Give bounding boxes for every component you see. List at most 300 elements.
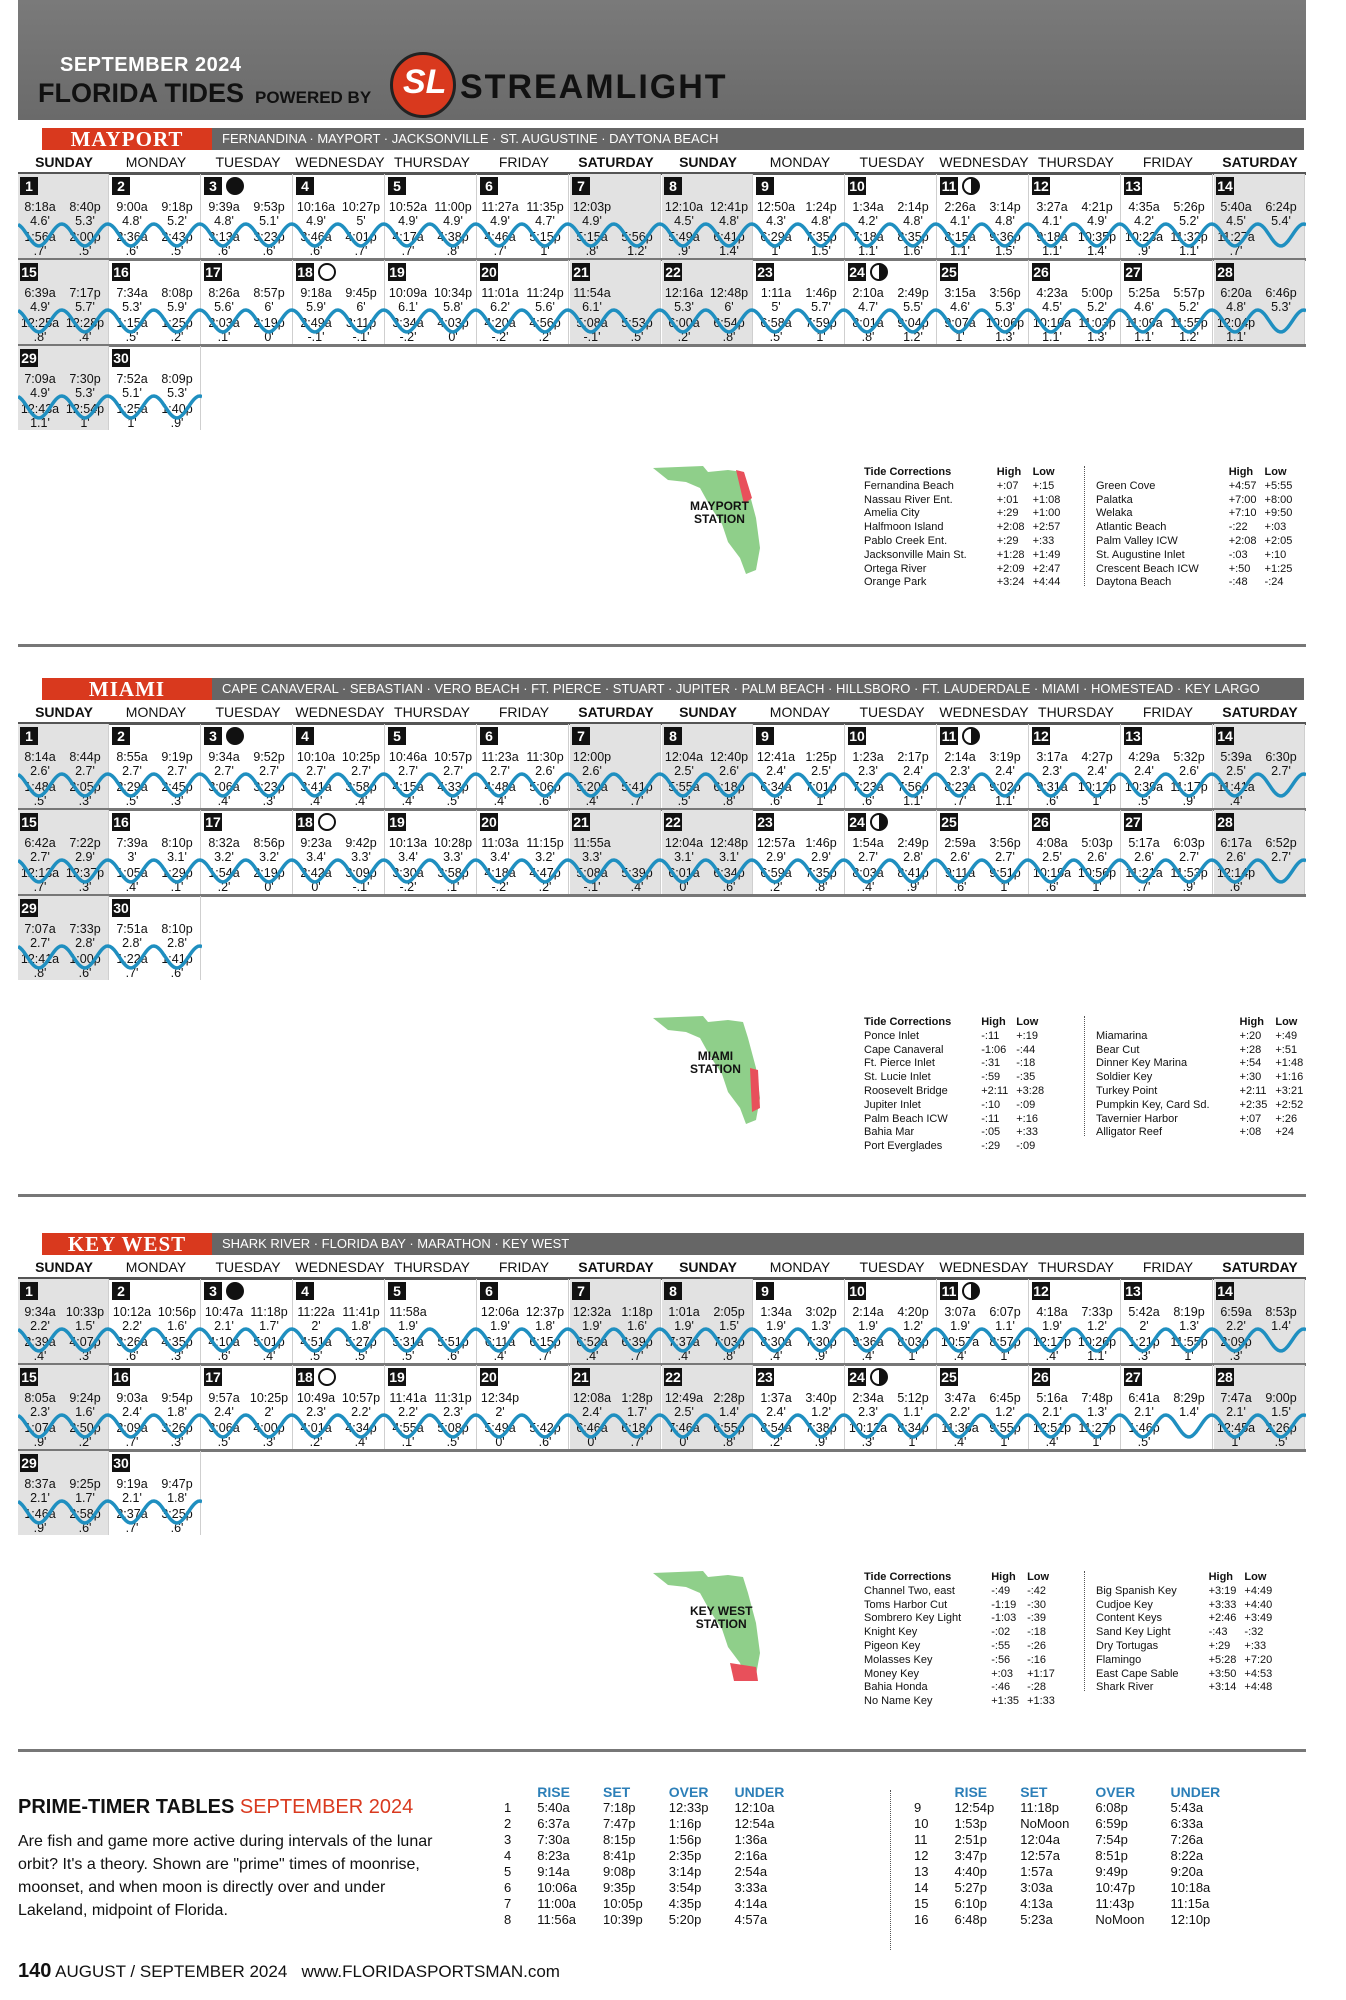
prime-day: 14 <box>914 1880 929 1895</box>
new-moon-icon <box>226 727 244 745</box>
high-tide-time: 12:04a 2.5' <box>664 750 704 778</box>
location-name: Palatka <box>1096 493 1133 506</box>
low-tide-time: 3:06a .4' <box>208 780 240 808</box>
low-tide-time: 4:35p .3' <box>161 1335 193 1363</box>
corrections-row <box>864 1030 1052 1044</box>
station-cities: SHARK RIVER · FLORIDA BAY · MARATHON · KEY WEST <box>222 1236 570 1251</box>
high-correction: -:55 <box>991 1639 1011 1652</box>
prime-table-row <box>910 1800 1224 1816</box>
high-tide-time: 3:14p 4.8' <box>989 200 1021 228</box>
station-name: KEY WEST <box>42 1233 212 1255</box>
prime-column-heading: OVER <box>668 1784 709 1800</box>
low-tide-time: 2:58p .6' <box>69 1507 101 1535</box>
day-name: TUESDAY <box>859 704 925 720</box>
high-tide-time: 5:17a 2.6' <box>1128 836 1160 864</box>
prime-table-row <box>500 1912 788 1928</box>
prime-time: 8:51p <box>1095 1848 1128 1863</box>
low-tide-time: 7:18a 1.1' <box>852 230 884 258</box>
corrections-row <box>864 563 1068 577</box>
day-number: 7 <box>572 727 590 745</box>
high-correction: +2:08 <box>996 521 1025 534</box>
day-number: 3 <box>204 1282 222 1300</box>
wave-path <box>18 774 1306 796</box>
corrections-row <box>1096 1585 1280 1599</box>
high-tide-time: 4:29a 2.4' <box>1128 750 1160 778</box>
high-correction: +3:19 <box>1208 1584 1237 1597</box>
high-correction: +2:08 <box>1228 534 1257 547</box>
low-correction: +:33 <box>1016 1126 1038 1139</box>
high-tide-time: 3:56p 5.3' <box>989 286 1021 314</box>
low-correction: +2:47 <box>1032 562 1061 575</box>
corrections-header <box>1096 1016 1311 1030</box>
prime-day: 15 <box>914 1896 929 1911</box>
wave-path <box>18 310 1306 332</box>
prime-time: 7:30a <box>537 1832 570 1847</box>
day-name-bar <box>18 152 1306 175</box>
high-correction: -:46 <box>991 1681 1011 1694</box>
high-correction: +2:11 <box>1239 1084 1267 1097</box>
day-number: 11 <box>941 178 957 194</box>
high-tide-time: 8:56p 3.2' <box>253 836 285 864</box>
low-tide-time: 4:38p .8' <box>437 230 469 258</box>
corrections-row <box>1096 535 1300 549</box>
day-number: 7 <box>572 177 590 195</box>
prime-table-row <box>910 1864 1224 1880</box>
high-tide-time: 6:24p 5.4' <box>1265 200 1297 228</box>
low-correction: -:18 <box>1027 1626 1047 1639</box>
prime-time: 7:54p <box>1095 1832 1128 1847</box>
low-tide-time: 7:30p .9' <box>805 1335 837 1363</box>
high-tide-time: 3:07a 1.9' <box>944 1305 976 1333</box>
low-tide-time: 11:17p .9' <box>1170 780 1208 808</box>
prime-time: 12:57a <box>1020 1848 1060 1863</box>
high-tide-time: 5:42a 2' <box>1128 1305 1160 1333</box>
high-tide-time: 7:30p 5.3' <box>69 372 101 400</box>
high-tide-time: 5:12p 1.1' <box>897 1391 929 1419</box>
high-tide-time: 3:02p 1.3' <box>805 1305 837 1333</box>
high-tide-time: 11:03a 3.4' <box>481 836 519 864</box>
location-name: Atlantic Beach <box>1096 521 1167 534</box>
high-tide-time: 6:03p 2.7' <box>1173 836 1205 864</box>
low-tide-time: 7:59p 1' <box>805 316 837 344</box>
prime-table-row <box>500 1896 788 1912</box>
page-header <box>18 0 1306 120</box>
high-tide-time: 11:55a 3.3' <box>573 836 611 864</box>
day-number: 6 <box>480 1282 498 1300</box>
low-tide-time: 1:29p .1' <box>161 866 193 894</box>
high-tide-time: 7:51a 2.8' <box>116 922 148 950</box>
day-number: 8 <box>664 1282 682 1300</box>
week-row <box>18 1279 1306 1363</box>
location-name: Dinner Key Marina <box>1096 1057 1188 1070</box>
high-correction: -:59 <box>981 1071 1001 1084</box>
low-correction: -:09 <box>1016 1140 1036 1153</box>
low-tide-time: 6:58a .5' <box>760 316 792 344</box>
high-correction: -:22 <box>1228 521 1248 534</box>
corrections-row <box>864 494 1068 508</box>
low-tide-time: 6:52a .4' <box>576 1335 608 1363</box>
low-tide-time: 1:00p .6' <box>69 952 101 980</box>
high-tide-time: 6:20a 4.8' <box>1220 286 1252 314</box>
low-tide-time: 2:00p .5' <box>69 230 101 258</box>
low-tide-time: 12:14p .6' <box>1216 866 1256 894</box>
low-tide-time: 6:39p .7' <box>621 1335 653 1363</box>
prime-column-heading: SET <box>1020 1784 1048 1800</box>
corrections-heading: Low <box>1244 1571 1267 1583</box>
prime-time: 5:40a <box>537 1800 570 1815</box>
high-tide-time: 12:00p 2.6' <box>572 750 612 778</box>
high-tide-time: 2:17p 2.4' <box>897 750 929 778</box>
low-tide-time: 3:23p .3' <box>253 780 285 808</box>
high-tide-time: 3:40p 1.2' <box>805 1391 837 1419</box>
low-correction: -:28 <box>1027 1681 1047 1694</box>
low-tide-time: 6:00a .2' <box>668 316 700 344</box>
corrections-header <box>864 1016 1052 1030</box>
day-number: 3 <box>204 177 222 195</box>
full-moon-icon <box>318 1368 336 1386</box>
high-tide-time: 8:57p 6' <box>253 286 285 314</box>
high-tide-time: 1:46p 2.9' <box>805 836 837 864</box>
day-number: 24 <box>849 264 865 280</box>
low-tide-time: 5:20a .4' <box>576 780 608 808</box>
prime-time: 8:15p <box>603 1832 636 1847</box>
high-tide-time: 10:34p 5.8' <box>433 286 473 314</box>
prime-time: 1:57a <box>1020 1864 1053 1879</box>
day-number: 28 <box>1217 814 1233 830</box>
high-correction: -:31 <box>981 1057 1001 1070</box>
location-name: Pigeon Key <box>864 1639 921 1652</box>
quarter-moon-icon <box>962 1282 980 1300</box>
low-tide-time: 11:53p .9' <box>1170 866 1208 894</box>
prime-time: 11:15a <box>1170 1896 1210 1911</box>
corrections-heading: High <box>991 1571 1016 1583</box>
low-tide-time: 1:46a .9' <box>24 1507 56 1535</box>
corrections-row <box>864 507 1068 521</box>
day-name: FRIDAY <box>1142 1259 1194 1275</box>
corrections-header <box>1096 466 1300 480</box>
low-tide-time: 2:50p .2' <box>69 1421 101 1449</box>
full-moon-icon <box>318 263 336 281</box>
prime-time: 5:27p <box>954 1880 988 1895</box>
day-number: 8 <box>664 177 682 195</box>
low-tide-time: 2:29a .5' <box>116 780 148 808</box>
corrections-row <box>864 576 1068 590</box>
low-tide-time: 2:19p 0' <box>253 866 285 894</box>
corrections-row <box>864 1626 1063 1640</box>
day-number: 17 <box>205 264 221 280</box>
corrections-heading <box>1096 466 1229 480</box>
page-number: 140 <box>18 1960 52 1982</box>
prime-time: 12:54p <box>954 1800 995 1815</box>
high-tide-time: 9:53p 5.1' <box>253 200 285 228</box>
low-tide-time: 11:41a .4' <box>1217 780 1255 808</box>
corrections-row <box>1096 1044 1311 1058</box>
corrections-row <box>1096 1668 1280 1682</box>
high-tide-time: 9:18a 5.9' <box>300 286 332 314</box>
corrections-divider <box>1084 1571 1086 1691</box>
low-tide-time: 12:41a .8' <box>20 952 60 980</box>
high-correction: -:02 <box>991 1626 1011 1639</box>
low-tide-time: 10:35p 1.4' <box>1077 230 1117 258</box>
corrections-row <box>864 1113 1052 1127</box>
prime-month: SEPTEMBER 2024 <box>239 1796 414 1818</box>
day-number: 20 <box>481 1369 497 1385</box>
low-tide-time: 2:42a 0' <box>300 866 332 894</box>
day-name: WEDNESDAY <box>939 1259 1029 1275</box>
powered-by: POWERED BY <box>255 88 372 107</box>
high-tide-time: 12:32a 1.9' <box>572 1305 612 1333</box>
high-tide-time: 10:09a 6.1' <box>388 286 428 314</box>
low-tide-time: 5:49a .9' <box>668 230 700 258</box>
day-number: 24 <box>849 814 865 830</box>
low-tide-time: 8:41p .9' <box>897 866 929 894</box>
corrections-heading: Low <box>1264 466 1287 478</box>
low-tide-time: 4:20a -.2' <box>484 316 516 344</box>
corrections-header <box>864 466 1068 480</box>
high-tide-time: 12:41p 4.8' <box>709 200 749 228</box>
wave-path <box>18 1329 1306 1351</box>
day-name: WEDNESDAY <box>295 1259 385 1275</box>
day-name: THURSDAY <box>394 704 470 720</box>
low-tide-time: 7:56p 1.1' <box>897 780 929 808</box>
tide-section-mayport <box>18 128 1306 650</box>
tide-wave-curve <box>18 1325 1306 1355</box>
location-name: Ft. Pierce Inlet <box>864 1057 935 1070</box>
high-tide-time: 12:08a 2.4' <box>572 1391 612 1419</box>
tide-wave-curve <box>18 1411 1306 1441</box>
high-tide-time: 1:01a 1.9' <box>668 1305 700 1333</box>
day-name-bar <box>18 702 1306 725</box>
day-name: WEDNESDAY <box>939 154 1029 170</box>
corrections-row <box>1096 1099 1311 1113</box>
prime-table-row <box>500 1880 788 1896</box>
low-tide-time: 5:41p .7' <box>621 780 653 808</box>
day-number: 12 <box>1033 178 1049 194</box>
corrections-row <box>1096 549 1300 563</box>
low-correction: +1:25 <box>1264 562 1293 575</box>
corrections-heading: Low <box>1027 1571 1050 1583</box>
location-name: Turkey Point <box>1096 1084 1158 1097</box>
wave-path <box>18 1501 202 1523</box>
prime-day: 9 <box>914 1800 922 1815</box>
day-name: MONDAY <box>769 1259 831 1275</box>
high-tide-time: 6:07p 1.1' <box>989 1305 1021 1333</box>
day-number: 5 <box>388 727 406 745</box>
high-correction: -:29 <box>981 1140 1001 1153</box>
location-name: Big Spanish Key <box>1096 1584 1177 1597</box>
high-tide-time: 12:48p 3.1' <box>709 836 749 864</box>
day-number: 18 <box>297 264 313 280</box>
low-correction: -:42 <box>1027 1584 1047 1597</box>
prime-table-row <box>500 1832 788 1848</box>
high-correction: +1:28 <box>996 548 1025 561</box>
day-number: 20 <box>481 264 497 280</box>
high-tide-time: 8:10p 2.8' <box>161 922 193 950</box>
high-tide-time: 5:40a 4.5' <box>1220 200 1252 228</box>
low-correction: +4:53 <box>1244 1667 1273 1680</box>
location-name: Flamingo <box>1096 1653 1142 1666</box>
low-tide-time: 5:08a -.1' <box>576 866 608 894</box>
new-moon-icon <box>226 1282 244 1300</box>
day-number: 30 <box>113 900 129 916</box>
section-bottom-rule <box>18 644 1306 647</box>
day-name: MONDAY <box>125 1259 187 1275</box>
wave-path <box>18 946 202 968</box>
low-tide-time: 4:01a .2' <box>300 1421 332 1449</box>
station-map-label: MAYPORT STATION <box>690 499 749 526</box>
corrections-row <box>1096 1085 1311 1099</box>
day-name: THURSDAY <box>1038 1259 1114 1275</box>
prime-time: 4:13a <box>1020 1896 1053 1911</box>
low-tide-time: 10:39a .5' <box>1124 780 1164 808</box>
day-number: 19 <box>389 264 405 280</box>
high-tide-time: 11:54a 6.1' <box>573 286 611 314</box>
corrections-header <box>864 1571 1063 1585</box>
low-tide-time: 4:48a .4' <box>484 780 516 808</box>
high-tide-time: 2:59a 2.6' <box>944 836 976 864</box>
prime-timer-description: Are fish and game more active during intervals of the lunar orbit? It's a theory. Shown are "prime" times of moonrise, moonset, and when moon is directly over and under Lakeland, midpoint of Florida. <box>18 1833 433 1919</box>
day-name: SATURDAY <box>1222 154 1298 170</box>
corrections-row <box>864 1695 1063 1709</box>
week-row <box>18 896 1306 980</box>
high-tide-time: 2:49p 5.5' <box>897 286 929 314</box>
high-tide-time: 8:26a 5.6' <box>208 286 240 314</box>
prime-day: 7 <box>504 1896 512 1911</box>
high-tide-time: 8:55a 2.7' <box>116 750 148 778</box>
low-tide-time: 11:09a 1.1' <box>1125 316 1163 344</box>
day-number: 19 <box>389 814 405 830</box>
low-tide-time: 5:15p 1' <box>529 230 561 258</box>
high-tide-time: 11:00p 4.9' <box>434 200 472 228</box>
day-number: 23 <box>757 264 773 280</box>
low-tide-time: 4:00p .3' <box>253 1421 285 1449</box>
prime-table-row <box>910 1832 1224 1848</box>
low-correction: +4:40 <box>1244 1598 1273 1611</box>
corrections-row <box>1096 507 1300 521</box>
corrections-row <box>864 1071 1052 1085</box>
low-correction: +:19 <box>1016 1029 1038 1042</box>
high-correction: +2:11 <box>981 1084 1009 1097</box>
corrections-row <box>864 1044 1052 1058</box>
streamlight-logo <box>390 52 456 118</box>
high-tide-time: 9:34a 2.2' <box>24 1305 56 1333</box>
corrections-row <box>864 1140 1052 1154</box>
prime-time: 11:18p <box>1020 1800 1060 1815</box>
day-number: 23 <box>757 1369 773 1385</box>
high-tide-time: 7:34a 5.3' <box>116 286 148 314</box>
day-number: 25 <box>941 1369 957 1385</box>
low-tide-time: 8:03p 1' <box>897 1335 929 1363</box>
location-name: Bear Cut <box>1096 1043 1140 1056</box>
high-correction: -1:06 <box>981 1043 1007 1056</box>
prime-time: 1:16p <box>668 1816 702 1831</box>
day-name: WEDNESDAY <box>295 704 385 720</box>
high-correction: +3:24 <box>996 576 1025 589</box>
prime-table-row <box>500 1816 788 1832</box>
high-tide-time: 1:24p 4.8' <box>805 200 837 228</box>
low-tide-time: 12:13a .7' <box>20 866 60 894</box>
day-number: 13 <box>1125 1283 1141 1299</box>
location-name: No Name Key <box>864 1695 933 1708</box>
low-tide-time: 3:58p .4' <box>345 780 377 808</box>
low-tide-time: 8:03a .4' <box>852 866 884 894</box>
high-correction: -:43 <box>1208 1626 1228 1639</box>
low-tide-time: 4:17a .7' <box>392 230 424 258</box>
corrections-row <box>1096 1126 1311 1140</box>
high-tide-time: 1:37a 2.4' <box>760 1391 792 1419</box>
high-tide-time: 10:10a 2.7' <box>296 750 336 778</box>
low-tide-time: 3:11p -.1' <box>345 316 377 344</box>
low-correction: +5:55 <box>1264 479 1293 492</box>
low-correction: -:18 <box>1016 1057 1036 1070</box>
corrections-row <box>864 1099 1052 1113</box>
day-number: 25 <box>941 814 957 830</box>
high-tide-time: 10:12a 2.2' <box>112 1305 152 1333</box>
high-tide-time: 6:42a 2.7' <box>24 836 56 864</box>
corrections-table <box>1096 1571 1280 1695</box>
low-tide-time: 10:12a .3' <box>848 1421 888 1449</box>
location-name: Crescent Beach ICW <box>1096 562 1199 575</box>
location-name: Orange Park <box>864 576 927 589</box>
low-tide-time: 3:23p .6' <box>253 230 285 258</box>
location-name: Green Cove <box>1096 479 1156 492</box>
week-row <box>18 724 1306 808</box>
high-tide-time: 12:06a 1.9' <box>480 1305 520 1333</box>
low-tide-time: 12:28p .4' <box>65 316 105 344</box>
low-tide-time: 8:34p 1' <box>897 1421 929 1449</box>
day-number: 2 <box>112 177 130 195</box>
location-name: Sand Key Light <box>1096 1626 1171 1639</box>
day-number: 6 <box>480 177 498 195</box>
day-number: 4 <box>296 177 314 195</box>
prime-column-heading: UNDER <box>734 1784 785 1800</box>
station-bar <box>42 128 1304 150</box>
high-tide-time: 11:22a 2' <box>297 1305 335 1333</box>
prime-time: 8:41p <box>603 1848 636 1863</box>
day-number: 26 <box>1033 264 1049 280</box>
day-number: 17 <box>205 1369 221 1385</box>
location-name: Daytona Beach <box>1096 576 1172 589</box>
low-tide-time: 6:29a 1' <box>760 230 792 258</box>
high-correction: +:29 <box>996 507 1019 520</box>
high-tide-time: 8:19p 1.3' <box>1173 1305 1205 1333</box>
high-tide-time: 11:31p 2.3' <box>434 1391 472 1419</box>
high-tide-time: 7:47a 2.1' <box>1220 1391 1252 1419</box>
day-number: 1 <box>20 177 38 195</box>
day-name: WEDNESDAY <box>939 704 1029 720</box>
day-number: 15 <box>21 814 37 830</box>
low-tide-time: 8:35p 1.6' <box>897 230 929 258</box>
high-tide-time: 2:49p 2.8' <box>897 836 929 864</box>
high-tide-time: 4:21p 4.9' <box>1081 200 1113 228</box>
low-tide-time: 4:56p .2' <box>529 316 561 344</box>
prime-day: 6 <box>504 1880 512 1895</box>
low-correction: +3:49 <box>1244 1612 1273 1625</box>
high-tide-time: 9:54p 1.8' <box>161 1391 193 1419</box>
low-correction: +3:28 <box>1016 1084 1045 1097</box>
wave-path <box>18 1415 1306 1437</box>
prime-table <box>910 1784 1224 1928</box>
low-tide-time: 2:03a .1' <box>208 316 240 344</box>
day-number: 10 <box>849 728 865 744</box>
day-name: MONDAY <box>769 704 831 720</box>
corrections-table <box>1096 1016 1311 1140</box>
corrections-header <box>1096 1571 1280 1585</box>
prime-time: 1:56p <box>668 1832 702 1847</box>
corrections-row <box>864 1612 1063 1626</box>
high-tide-time: 12:03p 4.9' <box>572 200 612 228</box>
low-correction: +1:16 <box>1275 1071 1304 1084</box>
